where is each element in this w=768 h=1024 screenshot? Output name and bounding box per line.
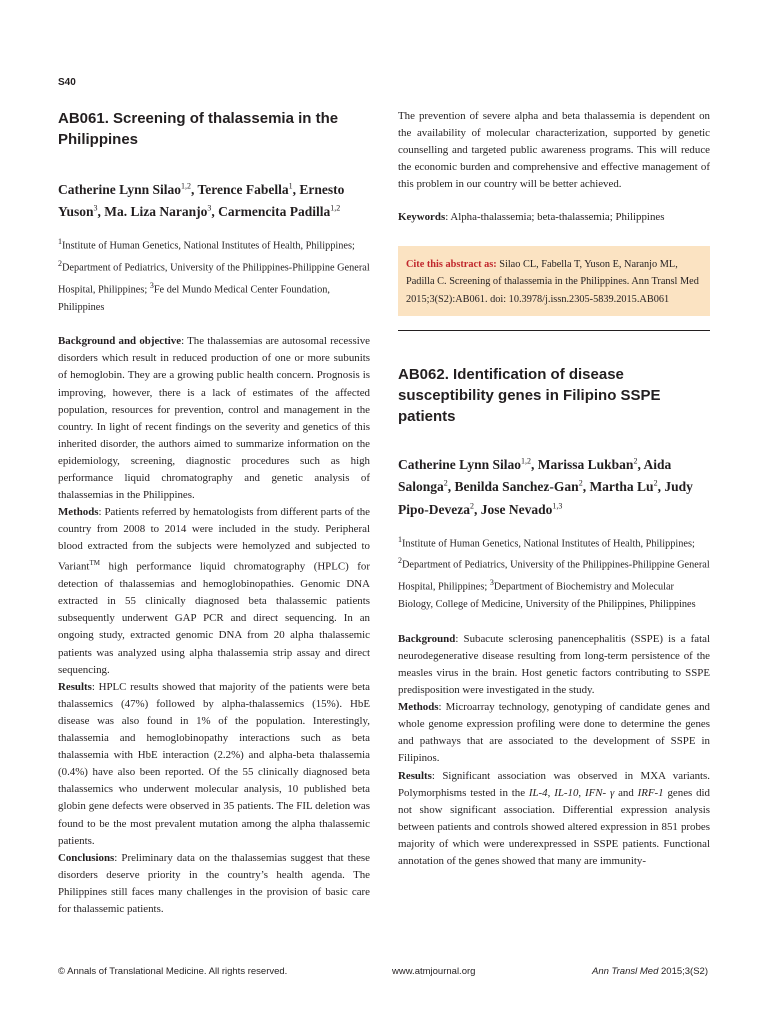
left-column	[58, 108, 370, 918]
abstract-title-ab061: AB061. Screening of thalassemia in the Philippines	[58, 110, 339, 148]
footer-citation: Ann Transl Med 2015;3(S2)	[592, 966, 709, 977]
author: Benilda Sanchez-Gan$^2$,	[454, 478, 590, 495]
section-label: Keywords	[398, 211, 446, 224]
author: Aida Salonga$^2$,	[398, 456, 672, 495]
author: Martha Lu$^2$,	[589, 478, 665, 495]
cite-label: Cite this abstract as:	[406, 258, 497, 270]
author: Catherine Lynn Silao$^{1,2}$,	[398, 456, 538, 472]
author-list-ab061	[58, 176, 370, 221]
section-label: Background and objective	[58, 335, 182, 348]
affiliations-ab062: $^1$Institute of Human Genetics, National Institutes of Health, Philippines; $^2$Department of Pediatrics, University of the Philippines-Philippine General Hospital, Philippines; $^3$Department of Biochemistry and Molecular Biology, College of Medicine, University of the Philippines, Philippines	[398, 534, 710, 611]
affiliations-ab061: $^1$Institute of Human Genetics, National Institutes of Health, Philippines; $^2$Department of Pediatrics, University of the Philippines-Philippine General Hospital, Philippines; $^3$Fe del Mundo Medical Center Foundation, Philippines	[58, 237, 370, 313]
footer-website-link[interactable]: www.atmjournal.org	[392, 966, 476, 977]
keywords-ab061: Keywords: Alpha-thalassemia; beta-thalassemia; Philippines	[398, 211, 665, 224]
author: Jose Nevado$^{1,3}$	[480, 501, 563, 517]
section-divider	[398, 330, 710, 331]
abstract-title-ab062: AB062. Identification of disease susceptibility genes in Filipino SSPE patients	[398, 366, 661, 426]
cite-text: Silao CL, Fabella T, Yuson E, Naranjo ML, Padilla C. Screening of thalassemia in the Philippines. Ann Transl Med 2015;3(S2):AB061. doi: 10.3978/j.issn.2305-5839.2015.AB061	[406, 258, 699, 305]
results-paragraph-ab061: Results: HPLC results showed that majority of the patients were beta thalassemics (47%) followed by alpha-thalassemics (15%). HbE disease was also found in 1% of the population. Interestingly, thalassemia and hemoglobinopathy interactions such as beta thalassemia with HbE interaction (2.2%) and alpha-beta thalassemia (0.4%) have also been reported. Of the 55 clinically diagnosed beta thalassemics who underwent molecular analysis, 10 published beta globin gene defects were observed in 35 patients. The FIL deletion was found to be the most prevalent mutation among the alpha thalassemic patients.	[58, 680, 370, 847]
section-label: Background	[398, 632, 456, 645]
author: Ma. Liza Naranjo$^3$,	[104, 203, 219, 219]
author: Marissa Lukban$^2$,	[537, 456, 644, 472]
section-label: Results	[58, 680, 92, 693]
section-label: Methods	[58, 506, 99, 519]
methods-paragraph-ab061: Methods: Patients referred by hematologists from different parts of the country from 2008 to 2014 were included in the study. Peripheral blood extracted from the subjects were hemolyzed and subjected to Variant™ high performance liquid chromatography (HPLC) for detection of thalassemias and hemoglobinopathies. Genomic DNA extracted in 55 clinically diagnosed beta thalassemic patients subsequently underwent GAP PCR and direct sequencing. In an ongoing study, extracted genomic DNA from 20 alpha thalassemic patients was analyzed using alpha thalassemia strip assay and direct sequencing.	[58, 506, 370, 676]
author: Terence Fabella$^1$,	[197, 181, 300, 197]
author: Judy Pipo-Deveza$^2$,	[398, 479, 693, 517]
right-column	[398, 108, 710, 870]
results-paragraph-ab062: Results: Significant association was observed in MXA variants. Polymorphisms tested in the IL-4, IL-10, IFN- γ and IRF-1 genes did not show significant association. Differential expression analysis between patients and controls showed altered expression in 851 probes majority of which were underexpressed in SSPE patients. Functional annotation of the genes showed that many are immunity-	[398, 769, 711, 868]
author: Ernesto Yuson$^3$,	[58, 181, 345, 219]
page-number: S40	[58, 77, 76, 88]
section-label: Methods	[398, 701, 439, 714]
author: Catherine Lynn Silao$^{1,2}$,	[58, 181, 198, 197]
cite-box-ab061	[398, 246, 710, 317]
methods-paragraph-ab062: Methods: Microarray technology, genotyping of candidate genes and whole genome expression profiling were done to determine the genes and pathways that are associated to the development of SSPE in Filipinos.	[398, 701, 710, 765]
conclusions-continuation-ab061: The prevention of severe alpha and beta thalassemia is dependent on the availability of molecular characterization, supported by genetic counselling and targeted public awareness programs. This will reduce the economic burden and comprehensive and effective management of this problem in our country will be better achieved.	[398, 110, 710, 191]
author: Carmencita Padilla$^{1,2}$	[218, 203, 341, 219]
author-list-ab062	[398, 451, 710, 519]
background-paragraph-ab061: Background and objective: The thalassemias are autosomal recessive disorders which result in reduced production of one or more subunits of hemoglobin. They are a growing public health concern. Prognosis is improving, however, there is a lack of estimates of the affected population, resources for prevention, control and management in the country. In light of recent findings on the severity and genetics of this inherited disorder, the authors aimed to summarize information on the epidemiology, screening, diagnostic procedures such as high performance liquid chromatography and genetic analysis of thalassemias in the Philippines.	[58, 335, 371, 502]
background-paragraph-ab062: Background: Subacute sclerosing panencephalitis (SSPE) is a fatal neurodegenerative disease resulting from long-term persistence of the measles virus in the brain. Host genetic factors contributing to SSPE predisposition were investigated in the study.	[398, 632, 710, 697]
conclusions-paragraph-ab061: Conclusions: Preliminary data on the thalassemias suggest that these disorders deserve priority in the country’s health agenda. The Philippines still faces many challenges in the provision of basic care for thalassemic patients.	[58, 851, 370, 915]
section-label: Results	[398, 769, 432, 782]
footer-copyright: © Annals of Translational Medicine. All rights reserved.	[58, 966, 288, 977]
section-label: Conclusions	[58, 851, 115, 864]
